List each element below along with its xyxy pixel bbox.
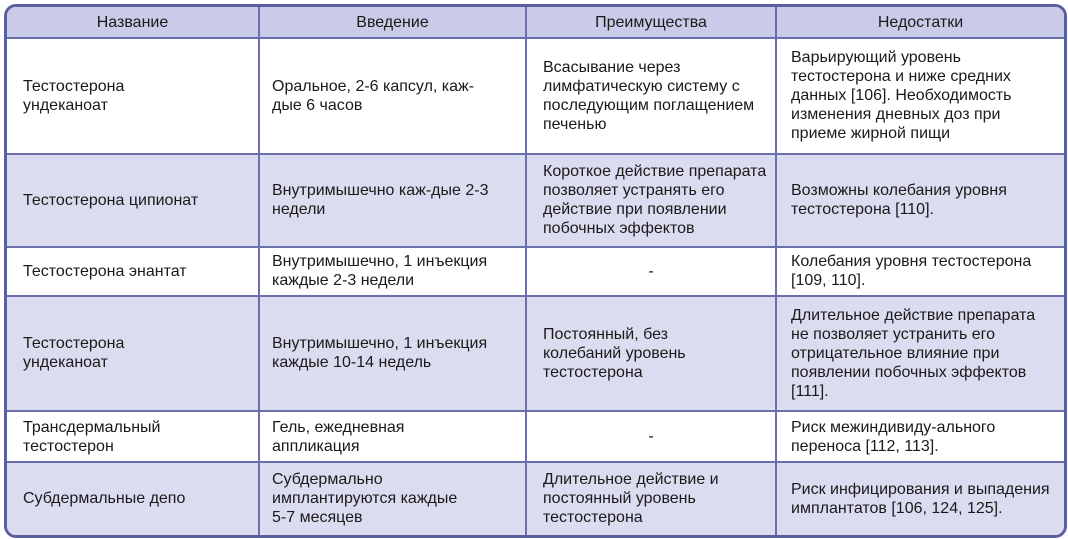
table-row xyxy=(7,38,1064,154)
cell-advantages: Короткое действие препарата позволяет устранять его действие при появлении побочных эффектов xyxy=(526,154,776,247)
table-row xyxy=(7,462,1064,535)
cell-intro: Внутримышечно, 1 инъекция каждые 2-3 недели xyxy=(259,247,526,296)
cell-disadvantages: Возможны колебания уровня тестостерона [110]. xyxy=(776,154,1064,247)
cell-intro: Оральное, 2-6 капсул, каж-дые 6 часов xyxy=(259,38,526,154)
cell-disadvantages: Колебания уровня тестостерона [109, 110]. xyxy=(776,247,1064,296)
header-advantages: Преимущества xyxy=(526,7,776,38)
cell-intro: Внутримышечно, 1 инъекция каждые 10-14 недель xyxy=(259,296,526,412)
cell-advantages: Постоянный, без колебаний уровень тестостерона xyxy=(526,296,776,412)
header-disadvantages: Недостатки xyxy=(776,7,1064,38)
cell-intro: Внутримышечно каж-дые 2-3 недели xyxy=(259,154,526,247)
table-row xyxy=(7,247,1064,296)
cell-intro: Гель, ежедневная аппликация xyxy=(259,411,526,462)
header-intro: Введение xyxy=(259,7,526,38)
cell-advantages: - xyxy=(526,247,776,296)
cell-name: Тестостерона ундеканоат xyxy=(7,38,259,154)
table-row xyxy=(7,154,1064,247)
cell-advantages: Длительное действие и постоянный уровень тестостерона xyxy=(526,462,776,535)
cell-disadvantages: Варьирующий уровень тестостерона и ниже средних данных [106]. Необходимость изменения дневных доз при приеме жирной пищи xyxy=(776,38,1064,154)
cell-disadvantages: Риск межиндивиду-ального переноса [112, 113]. xyxy=(776,411,1064,462)
header-name: Название xyxy=(7,7,259,38)
comparison-table-frame xyxy=(4,4,1067,538)
cell-name: Субдермальные депо xyxy=(7,462,259,535)
cell-advantages: - xyxy=(526,411,776,462)
cell-advantages: Всасывание через лимфатическую систему с последующим поглащением печенью xyxy=(526,38,776,154)
table-row xyxy=(7,296,1064,412)
cell-name: Тестостерона энантат xyxy=(7,247,259,296)
testosterone-comparison-table xyxy=(7,7,1064,535)
cell-name: Трансдермальный тестостерон xyxy=(7,411,259,462)
cell-name: Тестостерона ципионат xyxy=(7,154,259,247)
header-row xyxy=(7,7,1064,38)
cell-disadvantages: Риск инфицирования и выпадения имплантатов [106, 124, 125]. xyxy=(776,462,1064,535)
table-row xyxy=(7,411,1064,462)
cell-disadvantages: Длительное действие препарата не позволяет устранить его отрицательное влияние при появлении побочных эффектов [111]. xyxy=(776,296,1064,412)
cell-name: Тестостерона ундеканоат xyxy=(7,296,259,412)
cell-intro: Субдермально имплантируются каждые 5-7 месяцев xyxy=(259,462,526,535)
